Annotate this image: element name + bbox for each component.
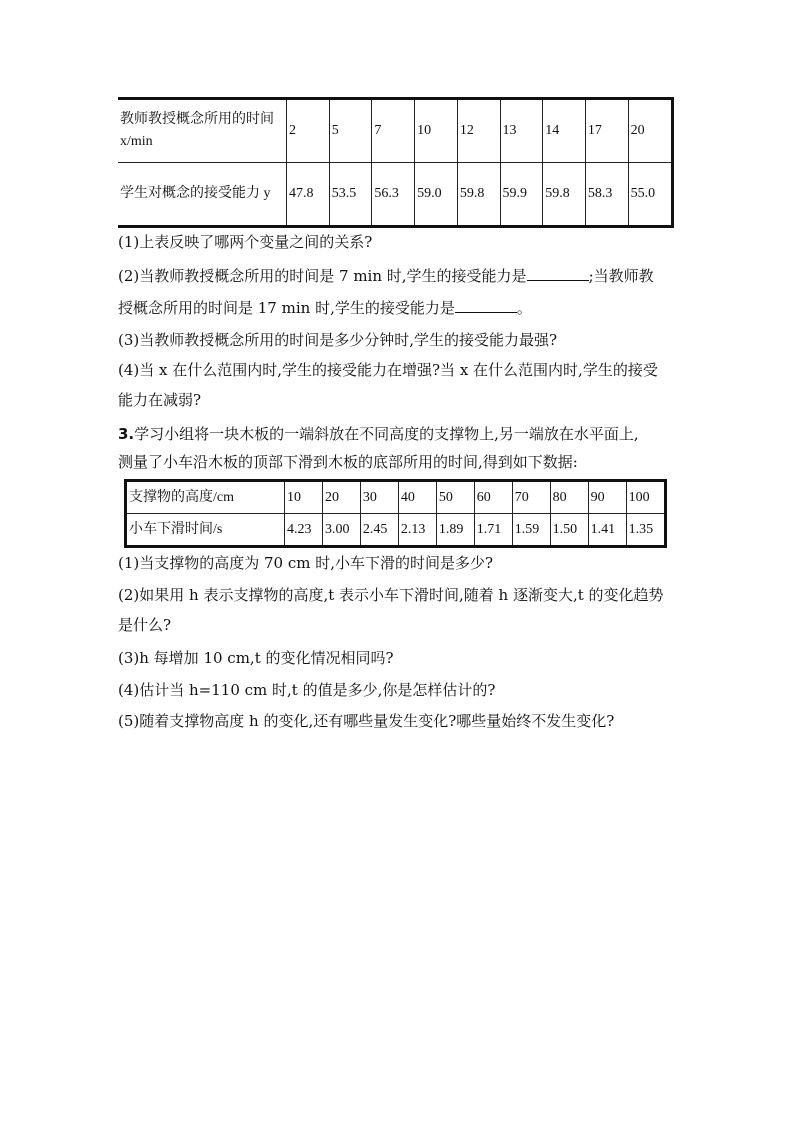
- row-header-t: 小车下滑时间/s: [126, 514, 285, 547]
- question-3-part-3: (3)h 每增加 10 cm,t 的变化情况相同吗?: [118, 649, 394, 667]
- question-3-part-5: (5)随着支撑物高度 h 的变化,还有哪些量发生变化?哪些量始终不发生变化?: [118, 712, 615, 730]
- question-text: 。: [516, 299, 532, 317]
- slope-time-table: [124, 479, 667, 548]
- table-cell: 12: [457, 99, 500, 163]
- table-cell: 70: [512, 481, 550, 514]
- table-cell: 14: [543, 99, 586, 163]
- table-cell: 50: [436, 481, 474, 514]
- table-cell: 4.23: [285, 514, 323, 547]
- question-text: ;当教师教: [588, 267, 654, 285]
- table-cell: 59.0: [415, 163, 458, 227]
- question-3-intro-line-2: 测量了小车沿木板的顶部下滑到木板的底部所用的时间,得到如下数据:: [118, 453, 578, 471]
- table-cell: 1.50: [550, 514, 588, 547]
- table-cell: 58.3: [585, 163, 628, 227]
- table-cell: 47.8: [287, 163, 330, 227]
- table-cell: 30: [360, 481, 398, 514]
- table-cell: 59.8: [543, 163, 586, 227]
- table-cell: 5: [329, 99, 372, 163]
- table-cell: 1.71: [474, 514, 512, 547]
- table-cell: 90: [588, 481, 626, 514]
- question-text: (2)当教师教授概念所用的时间是 7 min 时,学生的接受能力是: [118, 267, 527, 285]
- table-cell: 80: [550, 481, 588, 514]
- table-cell: 53.5: [329, 163, 372, 227]
- question-3-part-4: (4)估计当 h=110 cm 时,t 的值是多少,你是怎样估计的?: [118, 681, 496, 699]
- table-cell: 1.41: [588, 514, 626, 547]
- question-number: 3.: [118, 425, 135, 443]
- table-cell: 10: [285, 481, 323, 514]
- answer-blank[interactable]: [527, 266, 589, 281]
- table-cell: 60: [474, 481, 512, 514]
- table-cell: 20: [322, 481, 360, 514]
- table-cell: 59.9: [500, 163, 543, 227]
- question-text: 学习小组将一块木板的一端斜放在不同高度的支撑物上,另一端放在水平面上,: [134, 425, 639, 443]
- question-3-part-1: (1)当支撑物的高度为 70 cm 时,小车下滑的时间是多少?: [118, 554, 494, 572]
- row-header-y: 学生对概念的接受能力 y: [118, 163, 287, 227]
- table-cell: 100: [626, 481, 665, 514]
- question-2-part-4-line-1: (4)当 x 在什么范围内时,学生的接受能力在增强?当 x 在什么范围内时,学生的接受: [118, 361, 658, 379]
- table-cell: 17: [585, 99, 628, 163]
- question-2-part-2-line-2: [118, 298, 532, 318]
- table-cell: 56.3: [372, 163, 415, 227]
- question-3-part-2-line-1: (2)如果用 h 表示支撑物的高度,t 表示小车下滑时间,随着 h 逐渐变大,t 的变化趋势: [118, 586, 664, 604]
- table-row: [126, 514, 666, 547]
- table-cell: 1.59: [512, 514, 550, 547]
- table-cell: 1.89: [436, 514, 474, 547]
- answer-blank[interactable]: [455, 298, 517, 313]
- table-row: [118, 99, 673, 163]
- question-2-part-2-line-1: [118, 266, 654, 286]
- table-cell: 40: [398, 481, 436, 514]
- question-3-part-2-line-2: 是什么?: [118, 616, 172, 634]
- question-text: 授概念所用的时间是 17 min 时,学生的接受能力是: [118, 299, 455, 317]
- table-cell: 2.45: [360, 514, 398, 547]
- table-cell: 20: [628, 99, 672, 163]
- table-cell: 1.35: [626, 514, 665, 547]
- question-3-intro-line-1: [118, 424, 639, 444]
- table-cell: 2.13: [398, 514, 436, 547]
- table-cell: 55.0: [628, 163, 672, 227]
- row-header-x: 教师教授概念所用的时间 x/min: [118, 99, 287, 163]
- table-cell: 10: [415, 99, 458, 163]
- question-2-part-3: (3)当教师教授概念所用的时间是多少分钟时,学生的接受能力最强?: [118, 331, 558, 349]
- table-row: [118, 163, 673, 227]
- table-cell: 2: [287, 99, 330, 163]
- question-2-part-4-line-2: 能力在减弱?: [118, 391, 202, 409]
- row-header-h: 支撑物的高度/cm: [126, 481, 285, 514]
- question-2-part-1: (1)上表反映了哪两个变量之间的关系?: [118, 233, 373, 251]
- table-cell: 3.00: [322, 514, 360, 547]
- teaching-time-table: [118, 97, 674, 228]
- table-cell: 7: [372, 99, 415, 163]
- table-row: [126, 481, 666, 514]
- table-cell: 59.8: [457, 163, 500, 227]
- table-cell: 13: [500, 99, 543, 163]
